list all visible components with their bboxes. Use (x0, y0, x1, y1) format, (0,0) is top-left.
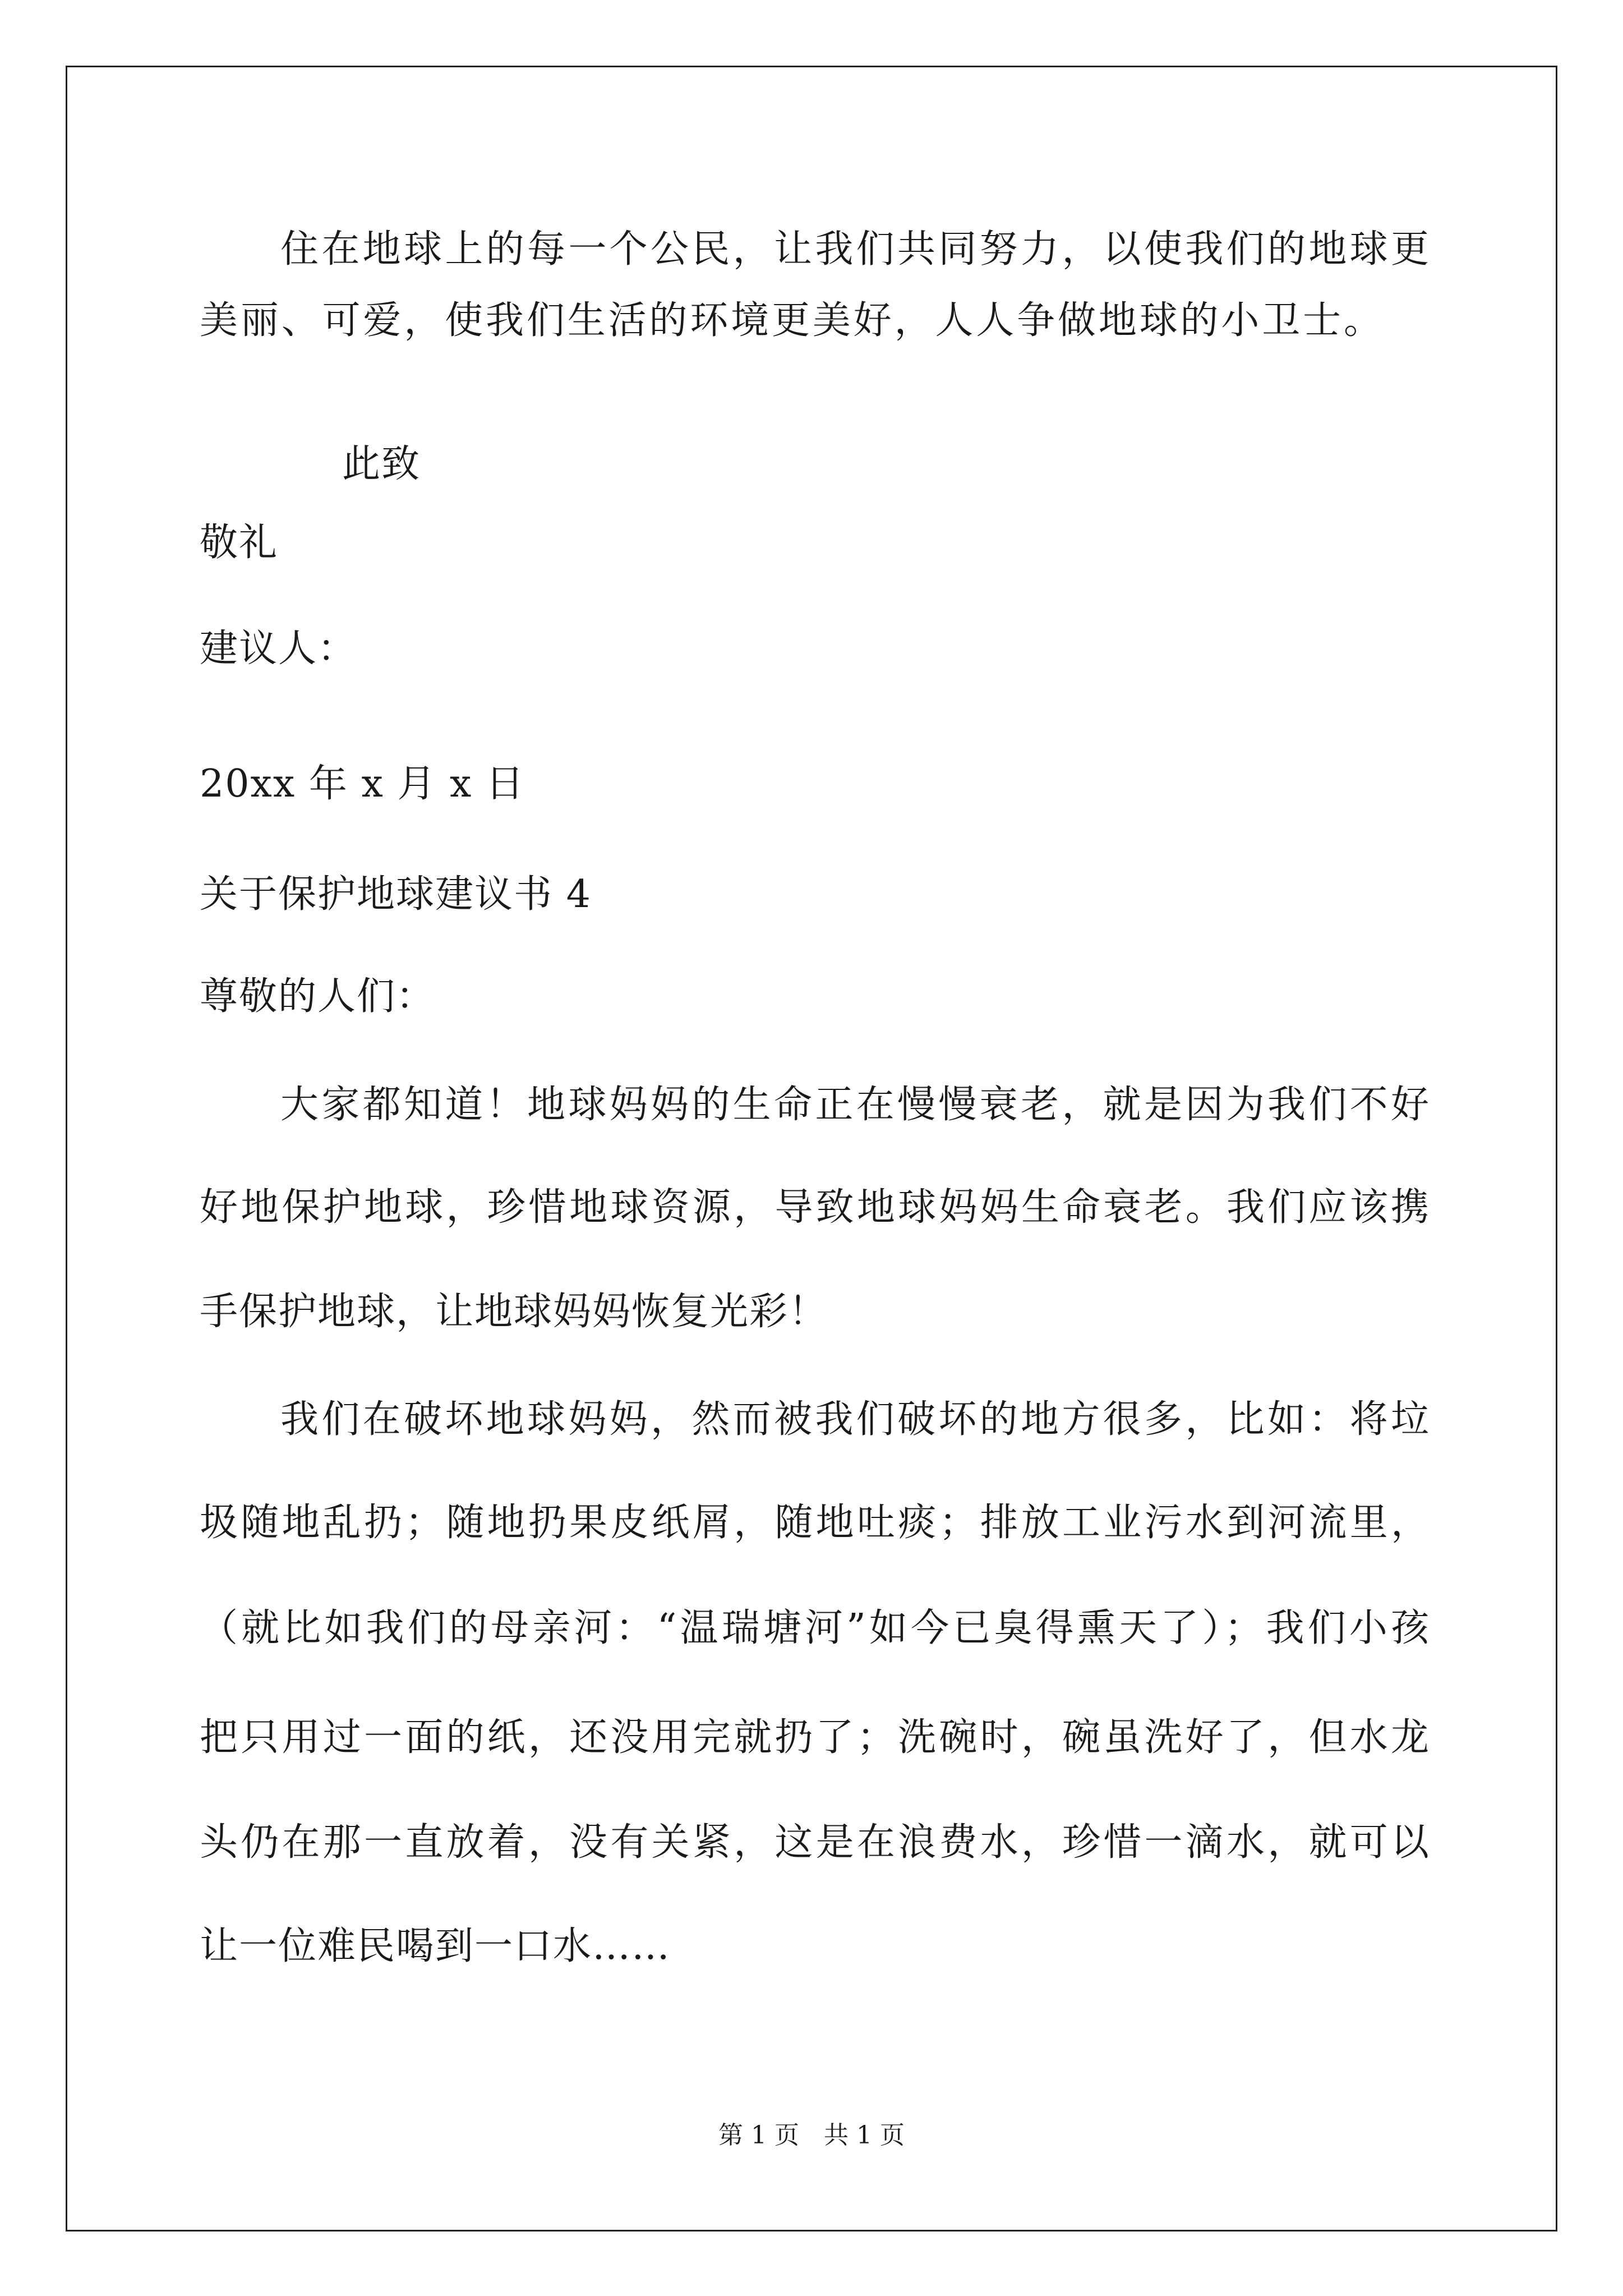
paragraph-line: 头仍在那一直放着，没有关紧，这是在浪费水，珍惜一滴水，就可以 (200, 1820, 1430, 1865)
paragraph-line: （就比如我们的母亲河：“温瑞塘河”如今已臭得熏天了）；我们小孩 (200, 1606, 1430, 1650)
page-footer: 第 1 页 共 1 页 (718, 2121, 905, 2150)
paragraph-line: 住在地球上的每一个公民，让我们共同努力，以使我们的地球更 (280, 227, 1430, 272)
salutation-closing: 此致 (342, 442, 421, 486)
paragraph-line: 我们在破坏地球妈妈，然而被我们破坏的地方很多，比如：将垃 (280, 1397, 1430, 1442)
salutation-regards: 敬礼 (200, 521, 279, 565)
greeting: 尊敬的人们： (200, 974, 436, 1019)
proposer-label: 建议人： (200, 627, 357, 671)
paragraph-line: 好地保护地球，珍惜地球资源，导致地球妈妈生命衰老。我们应该携 (200, 1185, 1430, 1230)
paragraph-line: 美丽、可爱，使我们生活的环境更美好，人人争做地球的小卫士。 (200, 298, 1383, 343)
paragraph-line: 把只用过一面的纸，还没用完就扔了；洗碗时，碗虽洗好了，但水龙 (200, 1715, 1430, 1760)
paragraph-line: 大家都知道！地球妈妈的生命正在慢慢衰老，就是因为我们不好 (280, 1083, 1430, 1127)
paragraph-line: 圾随地乱扔；随地扔果皮纸屑，随地吐痰；排放工业污水到河流里， (200, 1501, 1430, 1545)
section-title: 关于保护地球建议书 4 (200, 872, 592, 917)
page-border (66, 66, 1557, 2231)
date-line: 20xx 年 x 月 x 日 (200, 762, 525, 806)
paragraph-line: 手保护地球，让地球妈妈恢复光彩！ (200, 1290, 828, 1334)
paragraph-line: 让一位难民喝到一口水…… (200, 1924, 671, 1968)
